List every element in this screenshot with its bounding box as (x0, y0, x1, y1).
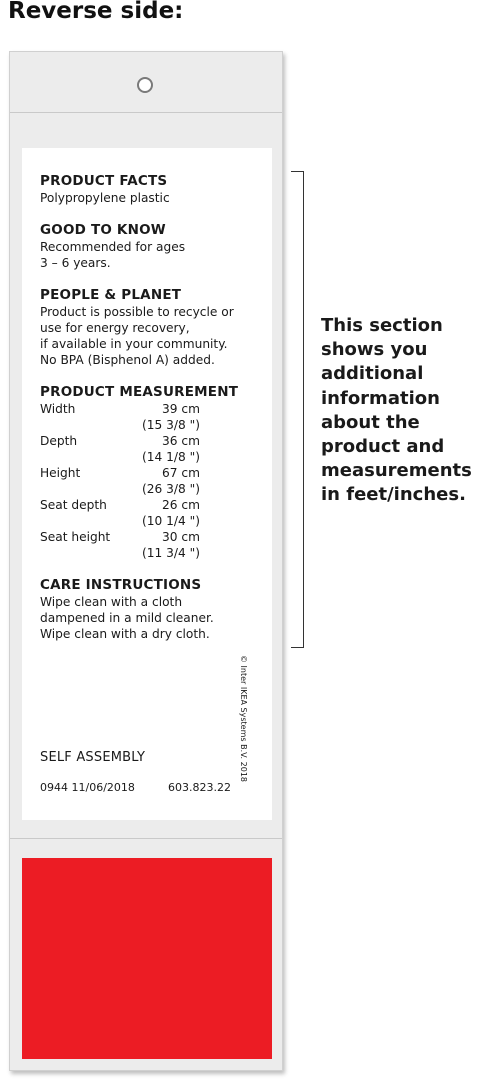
measurement-row (40, 497, 200, 529)
measurement-row (40, 465, 200, 497)
tag-header (10, 52, 282, 113)
info-card (22, 148, 272, 820)
section-care-instructions (40, 577, 272, 642)
product-tag (9, 51, 283, 1071)
article-number: 603.823.22 (168, 781, 231, 794)
section-title: CARE INSTRUCTIONS (40, 577, 202, 593)
measurement-inch: (14 1/8 ") (142, 450, 200, 464)
measurement-inch: (15 3/8 ") (142, 418, 200, 432)
measurement-cm-value: 36 cm (162, 434, 200, 448)
copyright-text: © Inter IKEA Systems B.V. 2018 (239, 655, 248, 782)
section-good-to-know (40, 222, 272, 271)
measurement-inch: (10 1/4 ") (142, 514, 200, 528)
measurement-cm (138, 433, 200, 465)
measurement-name: Height (40, 466, 81, 480)
hang-hole-icon (137, 77, 153, 93)
section-product-facts (40, 173, 272, 206)
measurement-cm (138, 497, 200, 529)
measurement-inch: (26 3/8 ") (142, 482, 200, 496)
tag-divider (10, 838, 282, 839)
measurement-cm (138, 529, 200, 561)
measurement-row (40, 433, 200, 465)
measurement-inch: (11 3/4 ") (142, 546, 200, 560)
section-text: Polypropylene plastic (40, 191, 170, 205)
measurement-cm-value: 39 cm (162, 402, 200, 416)
section-title: GOOD TO KNOW (40, 222, 166, 238)
measurement-name: Seat depth (40, 498, 107, 512)
date-code: 0944 11/06/2018 (40, 781, 135, 794)
section-title: PRODUCT FACTS (40, 173, 168, 189)
page-title: Reverse side: (8, 0, 184, 24)
measurement-row (40, 529, 200, 561)
assembly-label: SELF ASSEMBLY (40, 750, 146, 765)
section-text: Product is possible to recycle or use for energy recovery, if available in your community. No BPA (Bisphenol A) added. (40, 305, 234, 367)
measurement-table (40, 401, 200, 561)
section-people-planet (40, 287, 272, 368)
measurement-cm (138, 465, 200, 497)
callout-text: This section shows you additional information about the product and measurements in feet/inches. (321, 315, 472, 506)
measurement-cm-value: 26 cm (162, 498, 200, 512)
section-bracket (291, 171, 304, 648)
measurement-row (40, 401, 200, 433)
section-title: PEOPLE & PLANET (40, 287, 182, 303)
measurement-name: Width (40, 402, 76, 416)
measurement-cm-value: 67 cm (162, 466, 200, 480)
section-title: PRODUCT MEASUREMENT (40, 384, 239, 400)
color-swatch (22, 858, 272, 1059)
section-text: Wipe clean with a cloth dampened in a mild cleaner. Wipe clean with a dry cloth. (40, 595, 214, 641)
section-text: Recommended for ages 3 – 6 years. (40, 240, 186, 270)
section-product-measurement (40, 384, 272, 561)
measurement-name: Seat height (40, 530, 111, 544)
measurement-cm-value: 30 cm (162, 530, 200, 544)
measurement-name: Depth (40, 434, 78, 448)
measurement-cm (138, 401, 200, 433)
